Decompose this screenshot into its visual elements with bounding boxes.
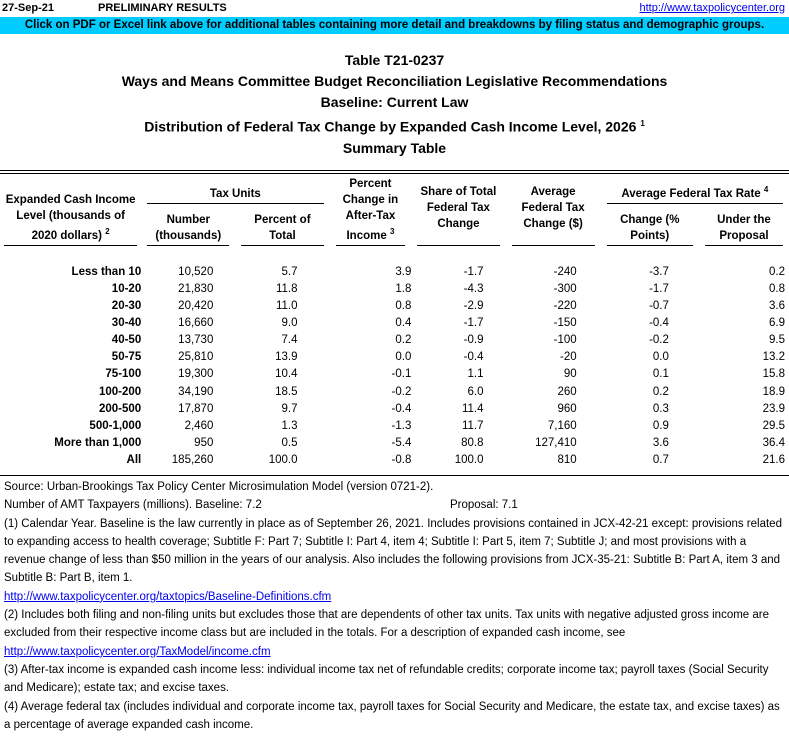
- cell-pct-change: -0.2: [391, 385, 412, 398]
- cell-rate-under: 13.2: [762, 351, 785, 364]
- cell-percent-total: 9.7: [281, 402, 298, 415]
- cell-number: 19,300: [178, 368, 214, 381]
- cell-pct-change: 0.2: [395, 334, 412, 347]
- footnote-3: (3) After-tax income is expanded cash income less: individual income tax net of refundable credits; corporate income tax; payroll taxes (Social Security and Medicare); estate tax; and excise taxes.: [4, 663, 769, 695]
- amt-taxpayers: Number of AMT Taxpayers (millions). Baseline: 7.2 Proposal: 7.1: [4, 499, 518, 512]
- table-row: [0, 401, 789, 418]
- cell-income-level: 40-50: [111, 334, 142, 347]
- table-titles: [0, 50, 789, 159]
- income-definition-link[interactable]: http://www.taxpolicycenter.org/TaxModel/income.cfm: [4, 645, 271, 658]
- title-line-3: Distribution of Federal Tax Change by Expanded Cash Income Level, 2026 $^1$: [144, 118, 645, 135]
- cell-share-total: 1.1: [467, 368, 484, 381]
- cell-share-total: -2.9: [463, 300, 484, 313]
- table-row: [0, 298, 789, 315]
- cell-rate-under: 0.2: [769, 265, 785, 278]
- table-row: [0, 349, 789, 366]
- cell-income-level: 500-1,000: [89, 419, 142, 432]
- cell-rate-under: 18.9: [762, 385, 785, 398]
- cell-rate-under: 36.4: [762, 436, 785, 449]
- cell-share-total: 80.8: [461, 436, 484, 449]
- double-rule: [0, 170, 789, 174]
- title-line-2: Baseline: Current Law: [320, 94, 469, 110]
- cell-pct-change: 0.8: [395, 300, 412, 313]
- header-percent-total: Percent of Total: [235, 204, 329, 246]
- cell-income-level: 30-40: [111, 317, 142, 330]
- cell-rate-change: -0.4: [649, 317, 669, 330]
- cell-rate-change: 0.9: [652, 419, 669, 432]
- cell-rate-change: -3.7: [649, 265, 669, 278]
- header-number: Number (thousands): [141, 204, 235, 246]
- cell-rate-change: 3.6: [652, 436, 669, 449]
- cell-income-level: 10-20: [111, 282, 142, 295]
- cell-income-level: More than 1,000: [54, 436, 142, 449]
- cell-share-total: -1.7: [463, 265, 484, 278]
- cell-percent-total: 5.7: [281, 265, 298, 278]
- cell-avg-change: 260: [557, 385, 577, 398]
- cell-avg-change: -100: [553, 334, 577, 347]
- preliminary-label: PRELIMINARY RESULTS: [98, 2, 227, 14]
- cell-rate-under: 0.8: [769, 282, 785, 295]
- cell-number: 34,190: [178, 385, 214, 398]
- cell-rate-under: 3.6: [769, 300, 785, 313]
- cell-number: 950: [194, 436, 214, 449]
- cell-avg-change: 960: [557, 402, 577, 415]
- cell-share-total: -0.4: [463, 351, 484, 364]
- header-avg-tax-rate: Average Federal Tax Rate $^4$: [601, 176, 789, 204]
- cell-pct-change: 0.4: [395, 317, 412, 330]
- cell-avg-change: -150: [553, 317, 577, 330]
- cell-income-level: 75-100: [105, 368, 142, 381]
- header-rate-under: Under the Proposal: [699, 204, 789, 246]
- cell-rate-under: 9.5: [769, 334, 785, 347]
- table-row: [0, 281, 789, 298]
- cell-rate-under: 29.5: [762, 419, 785, 432]
- table-row: [0, 332, 789, 349]
- source-note: Source: Urban-Brookings Tax Policy Center Microsimulation Model (version 0721-2).: [4, 481, 434, 493]
- cell-income-level: 100-200: [99, 385, 142, 398]
- cell-pct-change: -1.3: [391, 419, 412, 432]
- cell-percent-total: 11.8: [275, 282, 298, 295]
- cell-number: 17,870: [178, 402, 214, 415]
- cell-rate-change: 0.3: [652, 402, 669, 415]
- cell-avg-change: 127,410: [535, 436, 577, 449]
- table-row: [0, 315, 789, 332]
- cell-rate-change: -0.2: [649, 334, 669, 347]
- cell-income-level: Less than 10: [71, 265, 142, 278]
- cell-pct-change: 1.8: [395, 282, 412, 295]
- cell-avg-change: 90: [563, 368, 577, 381]
- cell-percent-total: 7.4: [281, 334, 298, 347]
- cell-avg-change: -20: [560, 351, 577, 364]
- cell-avg-change: 7,160: [547, 419, 577, 432]
- cell-income-level: 50-75: [111, 351, 142, 364]
- header-pct-change-after-tax: Percent Change in After-Tax Income $^3$: [330, 176, 412, 246]
- table-id: Table T21-0237: [344, 52, 445, 68]
- cell-pct-change: 3.9: [395, 265, 412, 278]
- baseline-definitions-link[interactable]: http://www.taxpolicycenter.org/taxtopics/Baseline-Definitions.cfm: [4, 590, 332, 603]
- cell-share-total: 11.4: [461, 402, 484, 415]
- cell-percent-total: 100.0: [268, 453, 298, 466]
- cell-number: 16,660: [178, 317, 214, 330]
- cell-avg-change: -300: [553, 282, 577, 295]
- info-banner: Click on PDF or Excel link above for additional tables containing more detail and breakdowns by filing status and demographic groups.: [0, 17, 789, 34]
- cell-percent-total: 13.9: [275, 351, 298, 364]
- cell-percent-total: 9.0: [281, 317, 298, 330]
- cell-number: 13,730: [178, 334, 214, 347]
- cell-pct-change: 0.0: [395, 351, 412, 364]
- cell-avg-change: -220: [553, 300, 577, 313]
- cell-income-level: 200-500: [99, 402, 142, 415]
- cell-pct-change: -0.8: [391, 453, 412, 466]
- cell-share-total: -4.3: [463, 282, 484, 295]
- header-avg-tax-change: Average Federal Tax Change ($): [506, 176, 601, 246]
- cell-number: 2,460: [184, 419, 214, 432]
- cell-number: 10,520: [178, 265, 214, 278]
- cell-number: 185,260: [171, 453, 214, 466]
- summary-table: [0, 176, 789, 469]
- cell-percent-total: 11.0: [275, 300, 298, 313]
- table-row: [0, 418, 789, 435]
- cell-rate-under: 6.9: [769, 317, 785, 330]
- cell-pct-change: -5.4: [391, 436, 412, 449]
- cell-percent-total: 1.3: [281, 419, 298, 432]
- cell-percent-total: 10.4: [275, 368, 298, 381]
- cell-number: 21,830: [178, 282, 214, 295]
- cell-rate-change: -1.7: [649, 282, 669, 295]
- table-row: [0, 383, 789, 400]
- cell-avg-change: -240: [553, 265, 577, 278]
- cell-rate-under: 15.8: [762, 368, 785, 381]
- header-rate-change: Change (% Points): [601, 204, 699, 246]
- cell-share-total: 6.0: [467, 385, 484, 398]
- cell-percent-total: 18.5: [275, 385, 298, 398]
- footnote-ref: 1: [640, 119, 645, 128]
- table-row: [0, 366, 789, 383]
- header-share-total: Share of Total Federal Tax Change: [411, 176, 505, 246]
- cell-income-level: All: [126, 453, 142, 466]
- cell-pct-change: -0.4: [391, 402, 412, 415]
- header-tax-units: Tax Units: [141, 176, 329, 204]
- cell-percent-total: 0.5: [281, 436, 298, 449]
- cell-share-total: -0.9: [463, 334, 484, 347]
- table-row: [0, 435, 789, 452]
- cell-rate-change: -0.7: [649, 300, 669, 313]
- cell-rate-under: 23.9: [762, 402, 785, 415]
- taxpolicycenter-link[interactable]: http://www.taxpolicycenter.org: [639, 2, 785, 14]
- report-date: 27-Sep-21: [2, 2, 54, 14]
- table-row: [0, 264, 789, 281]
- cell-rate-change: 0.1: [652, 368, 669, 381]
- cell-share-total: 100.0: [454, 453, 484, 466]
- title-line-4: Summary Table: [342, 139, 447, 156]
- cell-share-total: 11.7: [461, 419, 484, 432]
- footnote-4: (4) Average federal tax (includes individual and corporate income tax, payroll taxes for Social Security and Medicare, the estate tax, and excise taxes) as a percentage of average expanded cash income.: [4, 700, 780, 731]
- cell-rate-change: 0.2: [652, 385, 669, 398]
- title-line-1: Ways and Means Committee Budget Reconciliation Legislative Recommendations: [121, 73, 668, 89]
- cell-number: 20,420: [178, 300, 214, 313]
- header-income-level: Expanded Cash Income Level (thousands of 2020 dollars) $^2$: [0, 176, 141, 246]
- top-bar: [0, 0, 789, 16]
- footnote-2: (2) Includes both filing and non-filing units but excludes those that are dependents of other tax units. Tax units with negative adjusted gross income are excluded from their respective income class but are included in the totals. For a description of expanded cash income, see: [4, 609, 770, 640]
- cell-income-level: 20-30: [111, 300, 142, 313]
- cell-rate-change: 0.7: [652, 453, 669, 466]
- cell-number: 25,810: [178, 351, 214, 364]
- cell-share-total: -1.7: [463, 317, 484, 330]
- cell-rate-under: 21.6: [762, 453, 785, 466]
- bottom-rule: [0, 475, 789, 476]
- footnote-1: (1) Calendar Year. Baseline is the law currently in place as of September 26, 2021. Includes provisions contained in JCX-42-21 except: provisions related to expanding access to health coverage; Subtitle F: Part 7; Subtitle I: Part 4, item 4; Subtitle I: Part 5, item 7; Subtitle J; and most provisions with a revenue change of less than $50 million in the years of our analysis. Also includes the following provisions from JCX-35-21: Subtitle B: Part A, item 3 and Subtitle B: Part B, item 1.: [4, 517, 782, 585]
- cell-avg-change: 810: [557, 453, 577, 466]
- table-row: [0, 452, 789, 469]
- footnotes: [4, 478, 789, 734]
- cell-rate-change: 0.0: [652, 351, 669, 364]
- cell-pct-change: -0.1: [391, 368, 412, 381]
